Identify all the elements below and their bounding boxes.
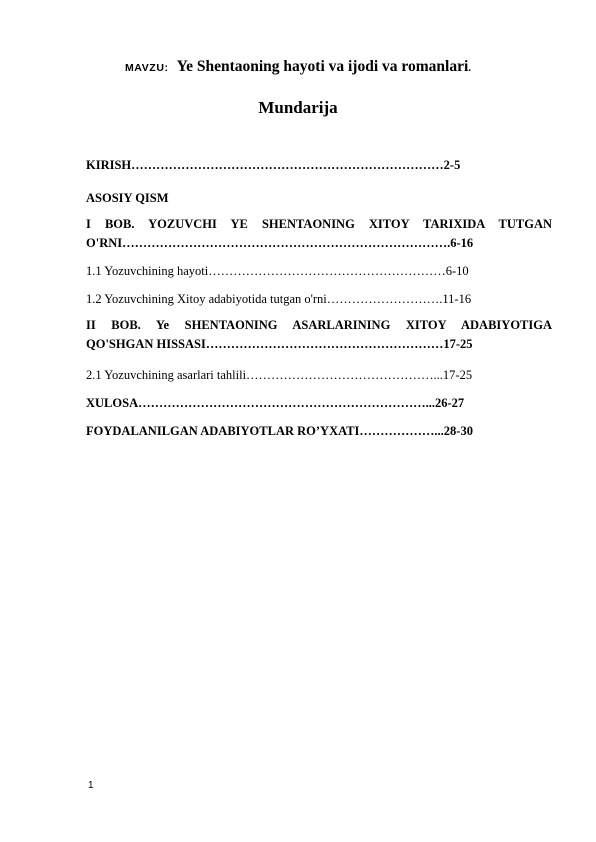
topic-title: Ye Shentaoning hayoti va ijodi va romanlari [176, 58, 469, 75]
toc-entry-xulosa: XULOSA……………………………………………………………...26-27 [86, 396, 465, 410]
toc-entry-chapter-2 [86, 316, 552, 354]
toc-entry-section-1-1: 1.1 Yozuvchining hayoti…………………………………………………6-10 [86, 264, 469, 278]
toc-entry-section-2-1: 2.1 Yozuvchining asarlari tahlili………………………………………...17-25 [86, 368, 473, 382]
toc-entry-chapter-1-line-2: O'RNI…………………………………………………………………….6-16 [86, 236, 474, 250]
toc-entry-kirish: KIRISH…………………………………………………………………2-5 [86, 158, 461, 172]
page-number: 1 [88, 780, 94, 791]
toc-entry-chapter-1-line-1: I BOB. YOZUVCHI YE SHENTAONING XITOY TARIXIDA TUTGAN [86, 217, 552, 231]
toc-entry-foydalanilgan-adabiyotlar: FOYDALANILGAN ADABIYOTLAR RO’YXATI………………...28-30 [86, 424, 473, 438]
topic-line [0, 58, 596, 76]
topic-label: MAVZU: [124, 62, 169, 74]
toc-entry-section-1-2: 1.2 Yozuvchining Xitoy adabiyotida tutgan o'rni……………………….11-16 [86, 292, 472, 306]
toc-entry-chapter-2-line-1: II BOB. Ye SHENTAONING ASARLARINING XITOY ADABIYOTIGA [86, 318, 552, 332]
toc-entry-asosiy-qism: ASOSIY QISM [86, 191, 169, 205]
topic-title-dot: . [468, 62, 472, 74]
toc-heading: Mundarija [258, 98, 338, 117]
toc-entry-chapter-1 [86, 215, 552, 253]
toc-entry-chapter-2-line-2: QO'SHGAN HISSASI…………………………………………………17-25 [86, 337, 473, 351]
